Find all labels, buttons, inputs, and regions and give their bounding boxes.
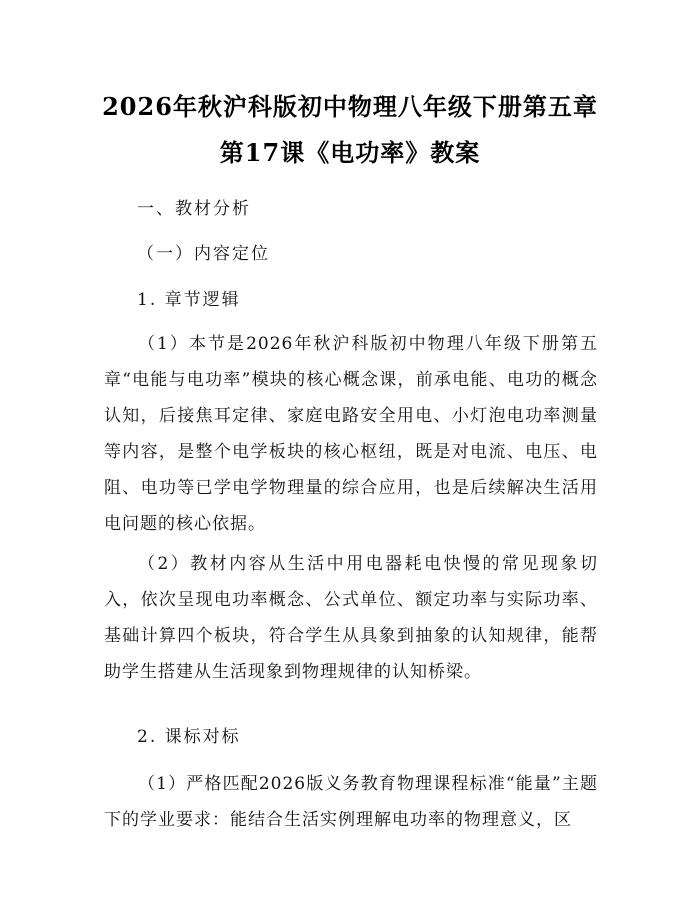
item-heading-curriculum-standard: 2. 课标对标 <box>137 727 241 747</box>
subsection-heading-content-position: （一）内容定位 <box>137 244 270 264</box>
item-heading-chapter-logic: 1. 章节逻辑 <box>137 290 241 310</box>
paragraph-curriculum-standard-1: （1）严格匹配2026版义务教育物理课程标准“能量”主题下的学业要求：能结合生活实例理解电功率的物理意义，区 <box>104 774 598 830</box>
document-title-line-1: 2026年秋沪科版初中物理八年级下册第五章 <box>102 92 598 121</box>
paragraph-chapter-logic-2: （2）教材内容从生活中用电器耗电快慢的常见现象切入，依次呈现电功率概念、公式单位、额定功率与实际功率、基础计算四个板块，符合学生从具象到抽象的认知规律，能帮助学生搭建从生活现象到物理规律的认知桥梁。 <box>104 554 598 682</box>
section-heading-textbook-analysis: 一、教材分析 <box>137 199 251 219</box>
paragraph-chapter-logic-1: （1）本节是2026年秋沪科版初中物理八年级下册第五章“电能与电功率”模块的核心概念课，前承电能、电功的概念认知，后接焦耳定律、家庭电路安全用电、小灯泡电功率测量等内容，是整个电学板块的核心枢纽，既是对电流、电压、电阻、电功等已学电学物理量的综合应用，也是后续解决生活用电问题的核心依据。 <box>104 334 598 534</box>
document-title-line-2: 第17课《电功率》教案 <box>219 138 481 167</box>
